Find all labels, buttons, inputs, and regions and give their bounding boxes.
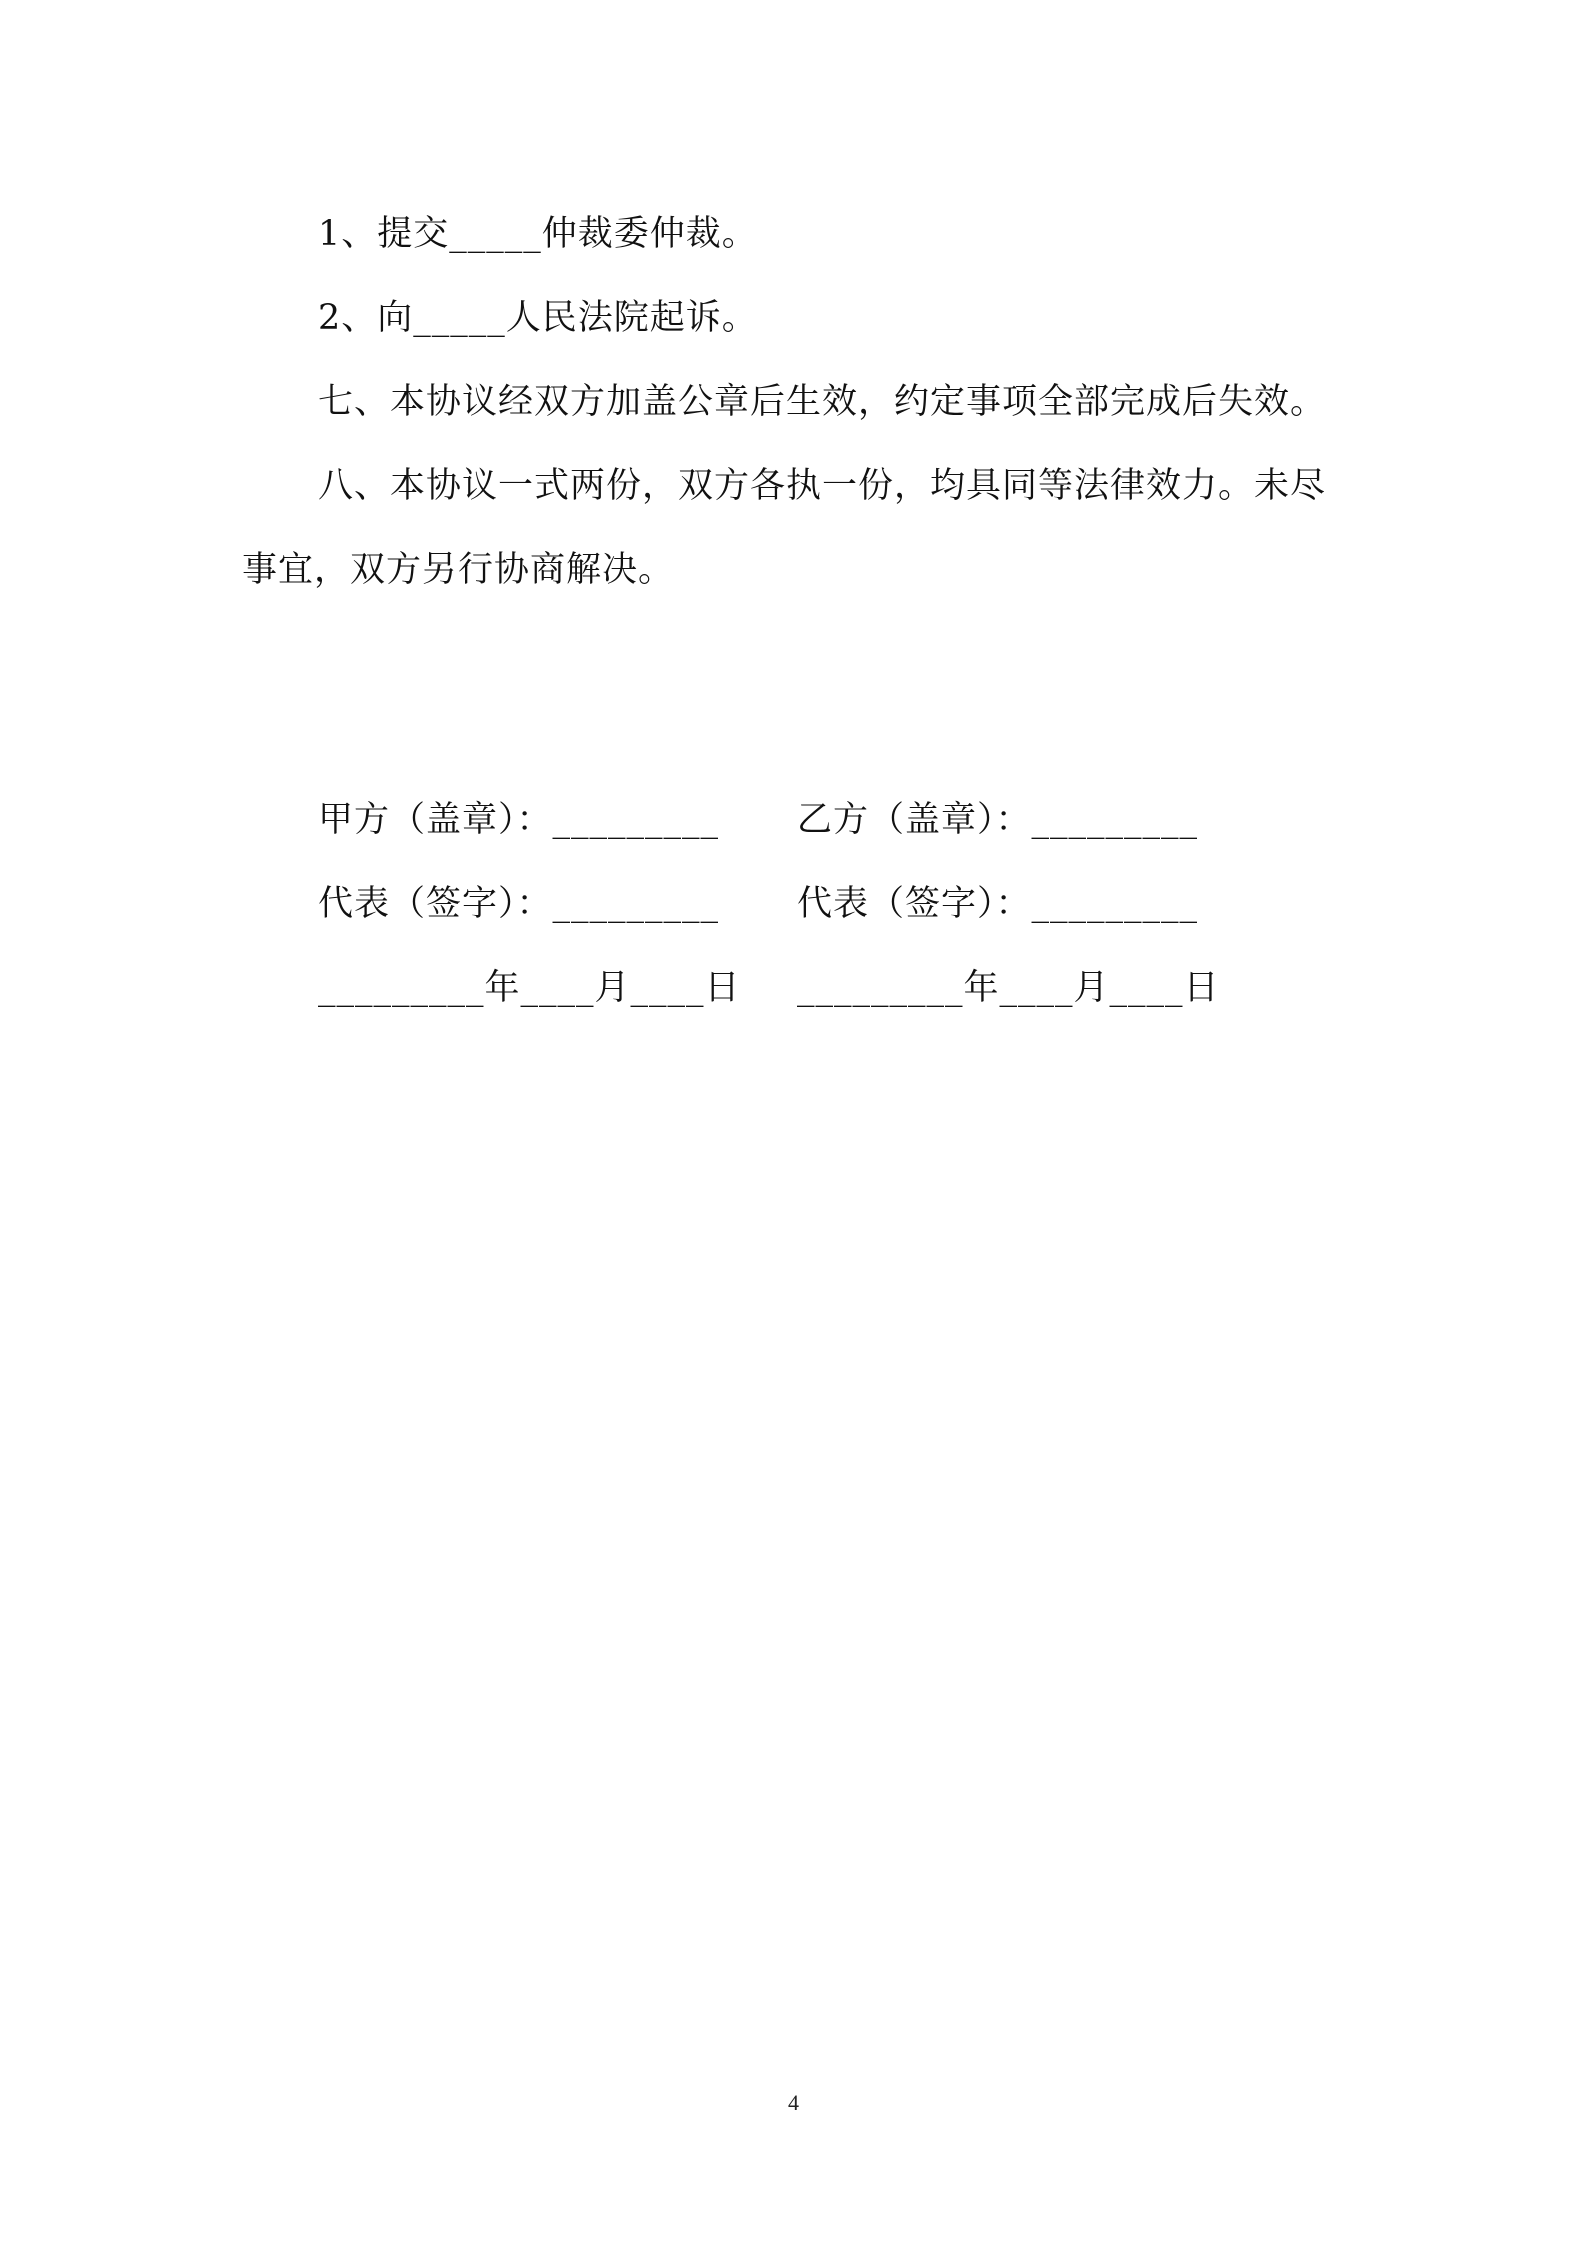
- party-a-representative: 代表（签字）：_________: [318, 884, 720, 924]
- clause-seven: 七、本协议经双方加盖公章后生效，约定事项全部完成后失效。: [318, 382, 1327, 422]
- clause-eight-line2: 事宜，双方另行协商解决。: [242, 550, 675, 590]
- clause-eight-line1: 八、本协议一式两份，双方各执一份，均具同等法律效力。未尽: [318, 466, 1327, 506]
- clause-court: 2、向_____人民法院起诉。: [318, 298, 758, 338]
- party-b-date: _________年____月____日: [797, 968, 1220, 1008]
- clause-arbitration: 1、提交_____仲裁委仲裁。: [318, 214, 758, 254]
- party-b-representative: 代表（签字）：_________: [797, 884, 1199, 924]
- party-b-seal: 乙方（盖章）：_________: [797, 800, 1199, 840]
- party-a-date: _________年____月____日: [318, 968, 741, 1008]
- party-a-seal: 甲方（盖章）：_________: [318, 800, 720, 840]
- page-number: 4: [788, 2090, 799, 2115]
